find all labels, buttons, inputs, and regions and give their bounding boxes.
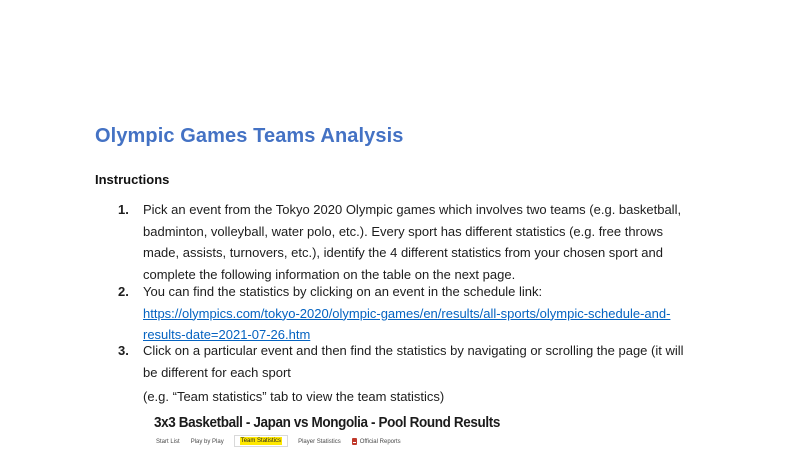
tab-player-statistics[interactable]: Player Statistics — [298, 438, 341, 445]
item2-lead-text: You can find the statistics by clicking on an event in the schedule link: — [143, 284, 543, 299]
item-number: 1. — [118, 202, 129, 217]
item-text: Pick an event from the Tokyo 2020 Olympic games which involves two teams (e.g. basketball, badminton, volleyball, water polo, etc.). Every sport has different statistics (e.g. free throws made, assists, turnovers, etc.), identify the 4 different statistics from your chosen sport and complete the following information on the table on the next page. — [143, 202, 682, 282]
tab-official-reports-label: Official Reports — [359, 438, 401, 445]
instruction-item-3 — [118, 340, 695, 383]
page-title: Olympic Games Teams Analysis — [95, 125, 404, 148]
tab-team-statistics-label: Team Statistics — [240, 437, 282, 444]
tab-start-list[interactable]: Start List — [156, 438, 180, 445]
embedded-result-heading: 3x3 Basketball - Japan vs Mongolia - Pool Round Results — [154, 415, 500, 431]
instructions-heading: Instructions — [95, 172, 170, 187]
item-number: 2. — [118, 284, 129, 299]
tab-team-statistics[interactable] — [234, 435, 288, 447]
embedded-tab-bar — [155, 436, 402, 447]
item-text: Click on a particular event and then find the statistics by navigating or scrolling the page (it will be different for each sport — [143, 343, 684, 380]
item-text — [143, 281, 695, 346]
tab-official-reports[interactable] — [351, 436, 402, 447]
item3-note: (e.g. “Team statistics” tab to view the team statistics) — [143, 389, 445, 404]
instruction-item-1 — [118, 199, 695, 285]
item-number: 3. — [118, 343, 129, 358]
pdf-icon — [352, 438, 357, 445]
tab-play-by-play[interactable]: Play by Play — [190, 438, 224, 445]
instruction-item-2 — [118, 281, 695, 346]
schedule-link[interactable]: https://olympics.com/tokyo-2020/olympic-games/en/results/all-sports/olympic-schedule-and-results-date=2021-07-26.htm — [143, 305, 671, 342]
